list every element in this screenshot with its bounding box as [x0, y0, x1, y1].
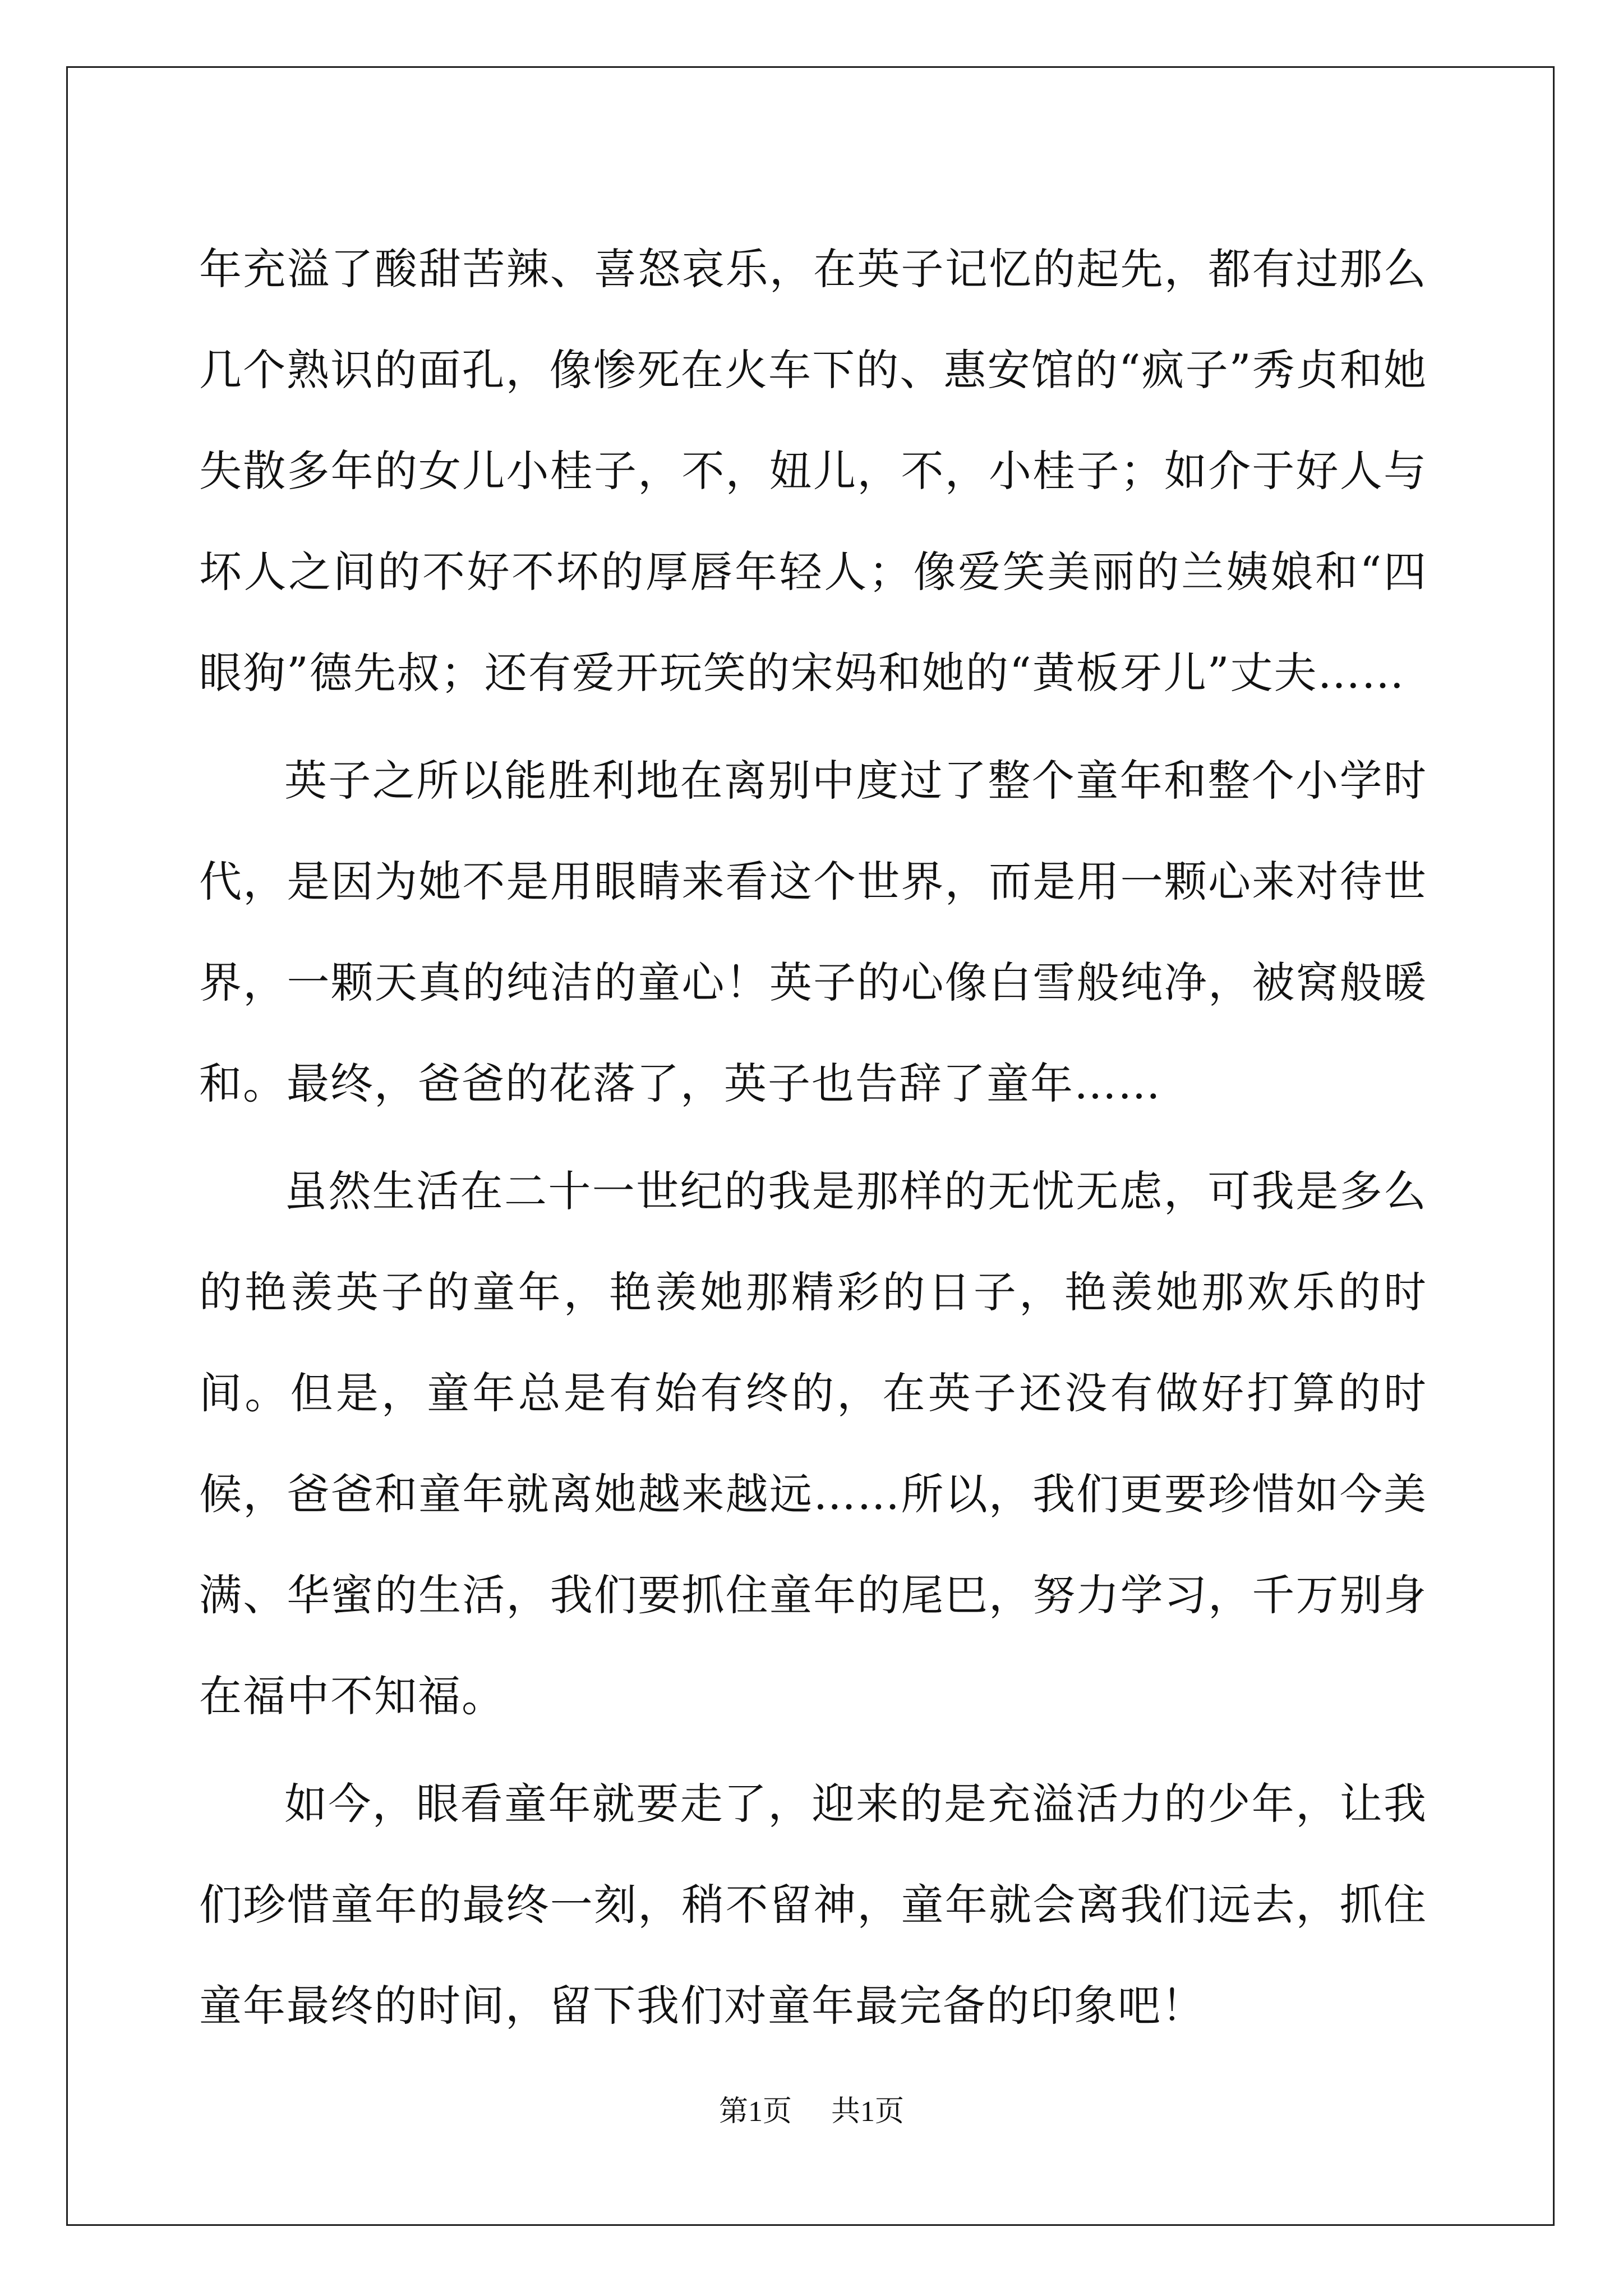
- paragraph-4: 如今，眼看童年就要走了，迎来的是充溢活力的少年，让我们珍惜童年的最终一刻，稍不留神，童年就会离我们远去，抓住童年最终的时间，留下我们对童年最完备的印象吧！: [199, 1779, 1427, 2031]
- paragraph-3: 虽然生活在二十一世纪的我是那样的无忧无虑，可我是多么的艳羡英子的童年，艳羡她那精彩的日子，艳羡她那欢乐的时间。但是，童年总是有始有终的，在英子还没有做好打算的时候，爸爸和童年就离她越来越远……所以，我们更要珍惜如今美满、华蜜的生活，我们要抓住童年的尾巴，努力学习，千万别身在福中不知福。: [199, 1166, 1427, 1721]
- document-body: [199, 219, 1427, 2056]
- page-count: 共1页: [831, 2096, 905, 2128]
- paragraph-1: 年充溢了酸甜苦辣、喜怒哀乐，在英子记忆的起先，都有过那么几个熟识的面孔，像惨死在火车下的、惠安馆的“疯子”秀贞和她失散多年的女儿小桂子，不，妞儿，不，小桂子；如介于好人与坏人之间的不好不坏的厚唇年轻人；像爱笑美丽的兰姨娘和“四眼狗”德先叔；还有爱开玩笑的宋妈和她的“黄板牙儿”丈夫……: [199, 244, 1427, 698]
- page-footer: [0, 2095, 1623, 2129]
- page-number: 第1页: [718, 2096, 792, 2128]
- paragraph-2: 英子之所以能胜利地在离别中度过了整个童年和整个小学时代，是因为她不是用眼睛来看这个世界，而是用一颗心来对待世界，一颗天真的纯洁的童心！英子的心像白雪般纯净，被窝般暖和。最终，爸爸的花落了，英子也告辞了童年……: [199, 756, 1427, 1108]
